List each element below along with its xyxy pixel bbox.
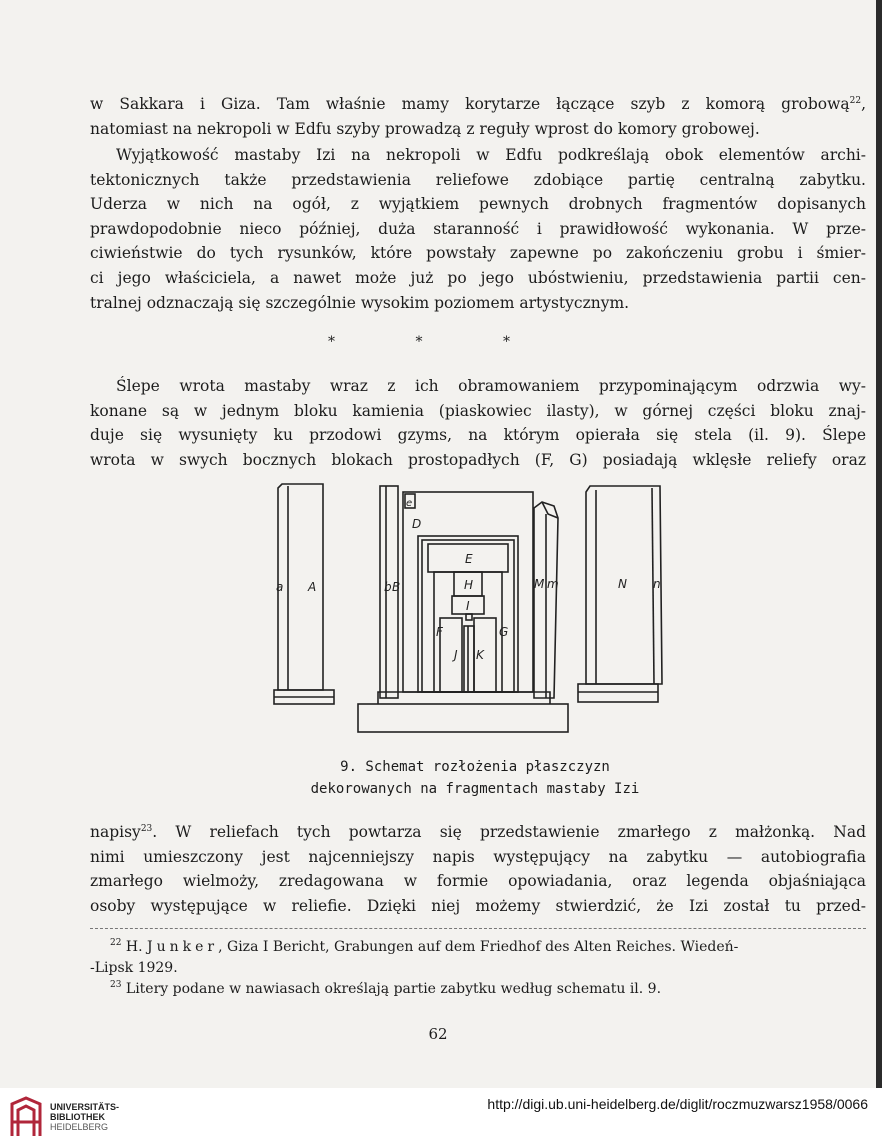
footnote-23: $^{23}$ Litery podane w nawiasach określają partie zabytku według schematu il. 9. bbox=[110, 980, 662, 997]
source-url-link[interactable]: http://digi.ub.uni-heidelberg.de/diglit/roczmuzwarsz1958/0066 bbox=[487, 1096, 868, 1112]
label-n: n bbox=[653, 577, 661, 591]
library-logo-text: UNIVERSITÄTS- BIBLIOTHEK HEIDELBERG bbox=[50, 1102, 120, 1132]
text-line: zmarłego wielmoży, zredagowana w formie opowiadania, oraz legenda objaśniająca bbox=[90, 872, 866, 891]
text-line: duje się wysunięty ku przodowi gzyms, na którym opierała się stela (il. 9). Ślepe bbox=[90, 426, 866, 445]
library-logo-icon[interactable] bbox=[8, 1094, 44, 1140]
text-line: Uderza w nich na ogół, z wyjątkiem pewnych drobnych fragmentów dopisanych bbox=[90, 195, 866, 214]
text-line: napisy$^{23}$. W reliefach tych powtarza się przedstawienie zmarłego z małżonką. Nad bbox=[90, 823, 866, 841]
label-e: e bbox=[406, 498, 413, 509]
caption-line-2: dekorowanych na fragmentach mastaby Izi bbox=[310, 781, 640, 797]
text-line: nimi umieszczony jest najcenniejszy napis występujący na zabytku — autobiografia bbox=[90, 847, 866, 866]
text-line: w Sakkara i Giza. Tam właśnie mamy korytarze łączące szyb z komorą grobową$^{22}$, bbox=[90, 95, 866, 113]
label-I: I bbox=[466, 599, 470, 613]
central-base bbox=[358, 704, 568, 732]
text-line: ci jego właściciela, a nawet może już po jego ubóstwieniu, przedstawienia partii cen- bbox=[90, 268, 866, 287]
label-B: B bbox=[392, 580, 401, 594]
label-A: A bbox=[308, 580, 317, 594]
label-N: N bbox=[618, 577, 627, 591]
label-b: b bbox=[384, 580, 392, 594]
text-line: Ślepe wrota mastaby wraz z ich obramowaniem przypominającym odrzwia wy- bbox=[116, 377, 866, 395]
footnote-22: $^{22}$ H. Junker, Giza I Bericht, Grabungen auf dem Friedhof des Alten Reiches. Wiedeń- bbox=[110, 938, 739, 955]
paragraph-1 bbox=[90, 92, 866, 141]
page-number: 62 bbox=[428, 1025, 448, 1043]
label-D: D bbox=[412, 517, 422, 531]
label-G: G bbox=[499, 625, 509, 639]
footnotes bbox=[90, 937, 866, 1000]
text-line: osoby występujące w reliefie. Dzięki niej możemy stwierdzić, że Izi został tu przed- bbox=[90, 896, 866, 915]
paragraph-4 bbox=[90, 820, 866, 918]
label-J: J bbox=[454, 648, 458, 662]
text-line: prawdopodobnie nieco później, duża staranność i prawidłowość wykonania. W prze- bbox=[90, 219, 866, 238]
footnote-divider bbox=[90, 928, 866, 929]
text-line: natomiast na nekropoli w Edfu szyby prowadzą z reguły wprost do komory grobowej. bbox=[90, 119, 760, 138]
footnote-ref-22[interactable]: 22 bbox=[849, 96, 862, 106]
text-line: ciwieństwie do tych rysunków, które powstały zapewne po zakończeniu grobu i śmier- bbox=[90, 244, 866, 263]
caption-line-1: 9. Schemat rozłożenia płaszczyzn bbox=[340, 759, 610, 775]
label-K: K bbox=[476, 648, 484, 662]
text-line: wrota w swych bocznych blokach prostopadłych (F, G) posiadają wklęsłe reliefy oraz bbox=[90, 450, 866, 469]
paragraph-3 bbox=[90, 374, 866, 472]
mastaba-schematic-figure bbox=[268, 478, 668, 748]
footnote-ref-23[interactable]: 23 bbox=[140, 824, 153, 834]
label-a: a bbox=[276, 580, 284, 594]
block-n-base bbox=[578, 684, 658, 702]
section-separator: * * * bbox=[328, 334, 548, 350]
label-M: M bbox=[534, 577, 545, 591]
label-F: F bbox=[436, 625, 443, 639]
block-a-slab bbox=[278, 484, 323, 690]
label-E: E bbox=[465, 552, 473, 566]
footnote-22-cont: -Lipsk 1929. bbox=[90, 960, 178, 976]
text-line: tektonicznych także przedstawienia reliefowe zdobiące partię centralną zabytku. bbox=[90, 170, 866, 189]
text-line: Wyjątkowość mastaby Izi na nekropoli w Edfu podkreślają obok elementów archi- bbox=[116, 146, 866, 164]
label-H: H bbox=[464, 578, 474, 592]
text-line: konane są w jednym bloku kamienia (piaskowiec ilasty), w górnej części bloku znaj- bbox=[90, 401, 866, 420]
block-j-k-slot bbox=[464, 626, 474, 692]
figure-caption bbox=[180, 756, 770, 800]
label-m: m bbox=[547, 577, 559, 591]
paragraph-2 bbox=[90, 143, 866, 315]
footer-bar bbox=[0, 1088, 882, 1148]
text-line: tralnej odznaczają się szczególnie wysokim poziomem artystycznym. bbox=[90, 293, 630, 312]
